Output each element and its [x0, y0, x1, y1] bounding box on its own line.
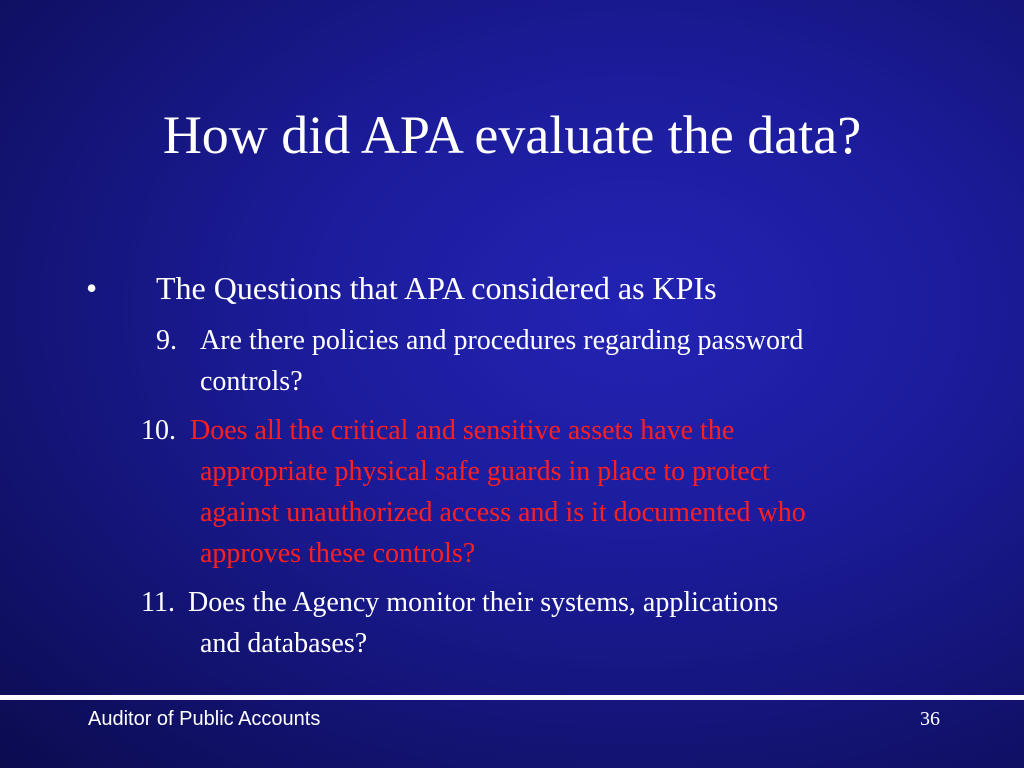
- slide-title: How did APA evaluate the data?: [162, 105, 862, 165]
- question-line: Are there policies and procedures regarding password: [200, 325, 804, 356]
- question-number: 9.: [156, 325, 177, 356]
- question-number: 10.: [141, 415, 176, 446]
- question-line: controls?: [200, 366, 303, 397]
- footer-divider: [0, 695, 1024, 700]
- question-text: [190, 410, 806, 574]
- page-number: 36: [920, 708, 940, 730]
- question-text: [188, 582, 779, 664]
- question-line: against unauthorized access and is it documented who: [200, 497, 806, 528]
- footer-organization: Auditor of Public Accounts: [88, 708, 321, 730]
- question-line: and databases?: [200, 628, 368, 659]
- bullet-symbol: •: [86, 270, 98, 306]
- question-line: appropriate physical safe guards in place to protect: [200, 456, 770, 487]
- question-text: [200, 320, 803, 402]
- bullet-heading: The Questions that APA considered as KPIs: [156, 270, 717, 306]
- question-number: 11.: [141, 587, 175, 618]
- question-line: Does the Agency monitor their systems, applications: [188, 587, 779, 618]
- question-line: approves these controls?: [200, 538, 476, 569]
- question-line: Does all the critical and sensitive assets have the: [190, 415, 735, 446]
